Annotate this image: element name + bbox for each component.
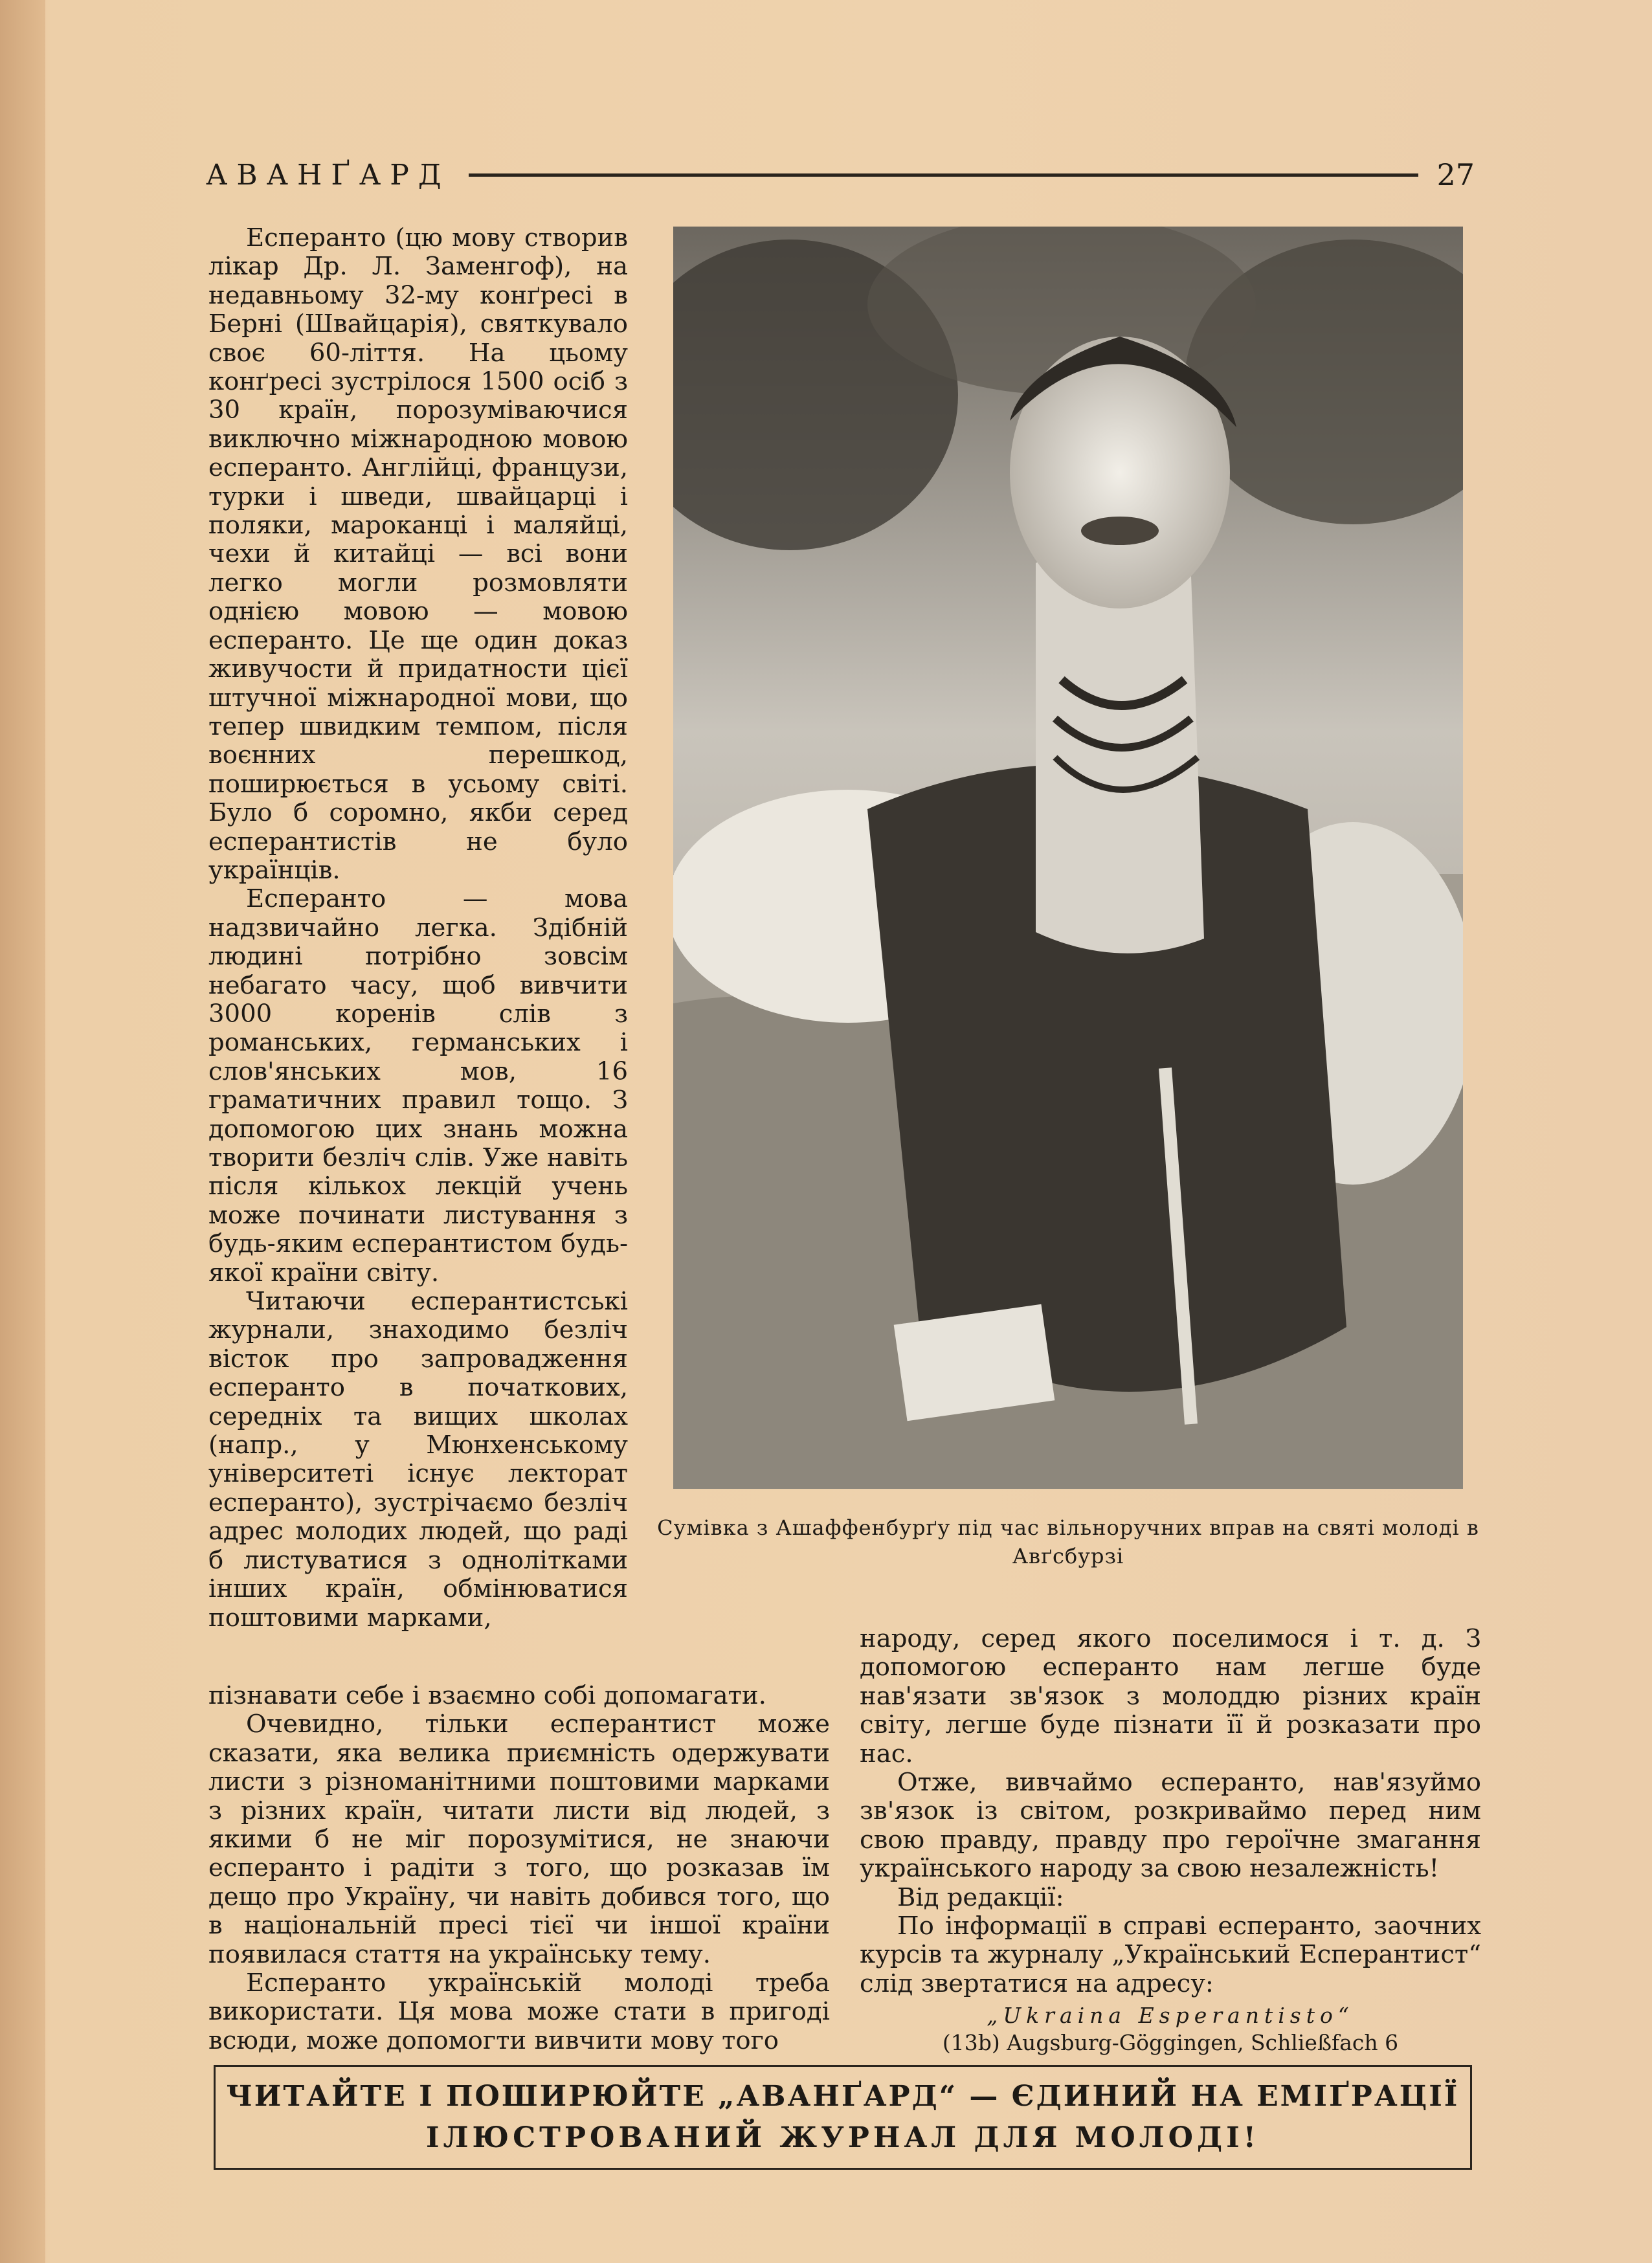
paragraph: Есперанто — мова надзвичайно легка. Здібній людині потрібно зовсім небагато часу, щоб вивчити 3000 коренів слів з романських, германських і слов'янських мов, 16 граматичних правил тощо. З допомогою цих знань можна творити безліч слів. Уже навіть після кількох лекцій учень може починати листування з будь-яким есперантистом будь-якої країни світу. <box>208 884 628 1288</box>
photo-caption: Сумівка з Ашаффенбурґу під час вільноручних вправ на святі молоді в Авґсбурзі <box>657 1515 1479 1568</box>
paragraph: Есперанто (цю мову створив лікар Др. Л. Заменгоф), на недавньому 32-му конґресі в Берні (Швайцарія), святкувало своє 60-ліття. На цьому конґресі зустрілося 1500 осіб з 30 країн, порозуміваючися виключно міжнародною мовою есперанто. Англійці, французи, турки і шведи, швайцарці і поляки, мароканці і маляйці, чехи й китайці — всі вони легко могли розмовляти однією мовою — мовою есперанто. Це ще один доказ живучости й придатности цієї штучної міжнародної мови, що тепер швидким темпом, після воєнних перешкод, поширюється в усьому світі. Було б соромно, якби серед есперантистів не було українців. <box>208 223 628 885</box>
paragraph: Есперанто українській молоді треба використати. Ця мова може стати в пригоді всюди, може допомогти вивчити мову того <box>208 1968 830 2055</box>
address-line: (13b) Augsburg-Göggingen, Schließfach 6 <box>942 2030 1399 2056</box>
editorial-text: По інформації в справі есперанто, заочних курсів та журналу „Український Есперантист“ слід звертатися на адресу: <box>860 1912 1481 1998</box>
paragraph: народу, серед якого поселимося і т. д. З допомогою есперанто нам легше буде нав'язати зв'язок з молоддю різних країн світу, легше буде пізнати її й розказати про нас. <box>860 1624 1481 1768</box>
banner-line: ЧИТАЙТЕ І ПОШИРЮЙТЕ „АВАНҐАРД“ — ЄДИНИЙ НА ЕМІҐРАЦІЇ <box>226 2080 1460 2113</box>
paragraph: Отже, вивчаймо есперанто, нав'язуймо зв'язок із світом, розкриваймо перед ним свою правду, правду про героїчне змагання українського народу за свою незалежність! <box>860 1768 1481 1884</box>
page-header <box>206 155 1475 194</box>
banner-line: ІЛЮСТРОВАНИЙ ЖУРНАЛ ДЛЯ МОЛОДІ! <box>426 2121 1260 2154</box>
contact-address <box>860 2002 1481 2057</box>
paragraph: пізнавати себе і взаємно собі допомагати. <box>208 1681 766 1710</box>
article-bottom-left-column <box>208 1682 830 2055</box>
article-left-column <box>208 224 628 1633</box>
promo-banner <box>214 2065 1472 2170</box>
address-line: „Ukraina Esperantisto“ <box>987 2003 1354 2029</box>
header-rule <box>469 173 1419 177</box>
editorial-label: Від редакції: <box>897 1882 1064 1912</box>
page-binding-edge <box>0 0 45 2263</box>
photo-image <box>673 227 1463 1489</box>
paragraph: Читаючи есперантистські журнали, знаходимо безліч вісток про запровадження есперанто в початкових, середніх та вищих школах (напр., у Мюнхенському університеті існує лекторат есперанто), зустрічаємо безліч адрес молодих людей, що раді б листуватися з однолітками інших країн, обмінюватися поштовими марками, <box>208 1287 628 1633</box>
journal-name: АВАНҐАРД <box>206 158 451 192</box>
page-number: 27 <box>1436 157 1475 192</box>
paragraph: Очевидно, тільки есперантист може сказати, яка велика приємність одержувати листи з різноманітними поштовими марками з різних країн, читати листи від людей, з якими б не міг порозумітися, не знаючи есперанто і радіти з того, що розказав їм дещо про Україну, чи навіть добився того, що в національній пресі тієї чи іншої країни появилася стаття на українську тему. <box>208 1710 830 1969</box>
article-photo <box>673 227 1463 1489</box>
article-bottom-right-column <box>860 1625 1481 2057</box>
